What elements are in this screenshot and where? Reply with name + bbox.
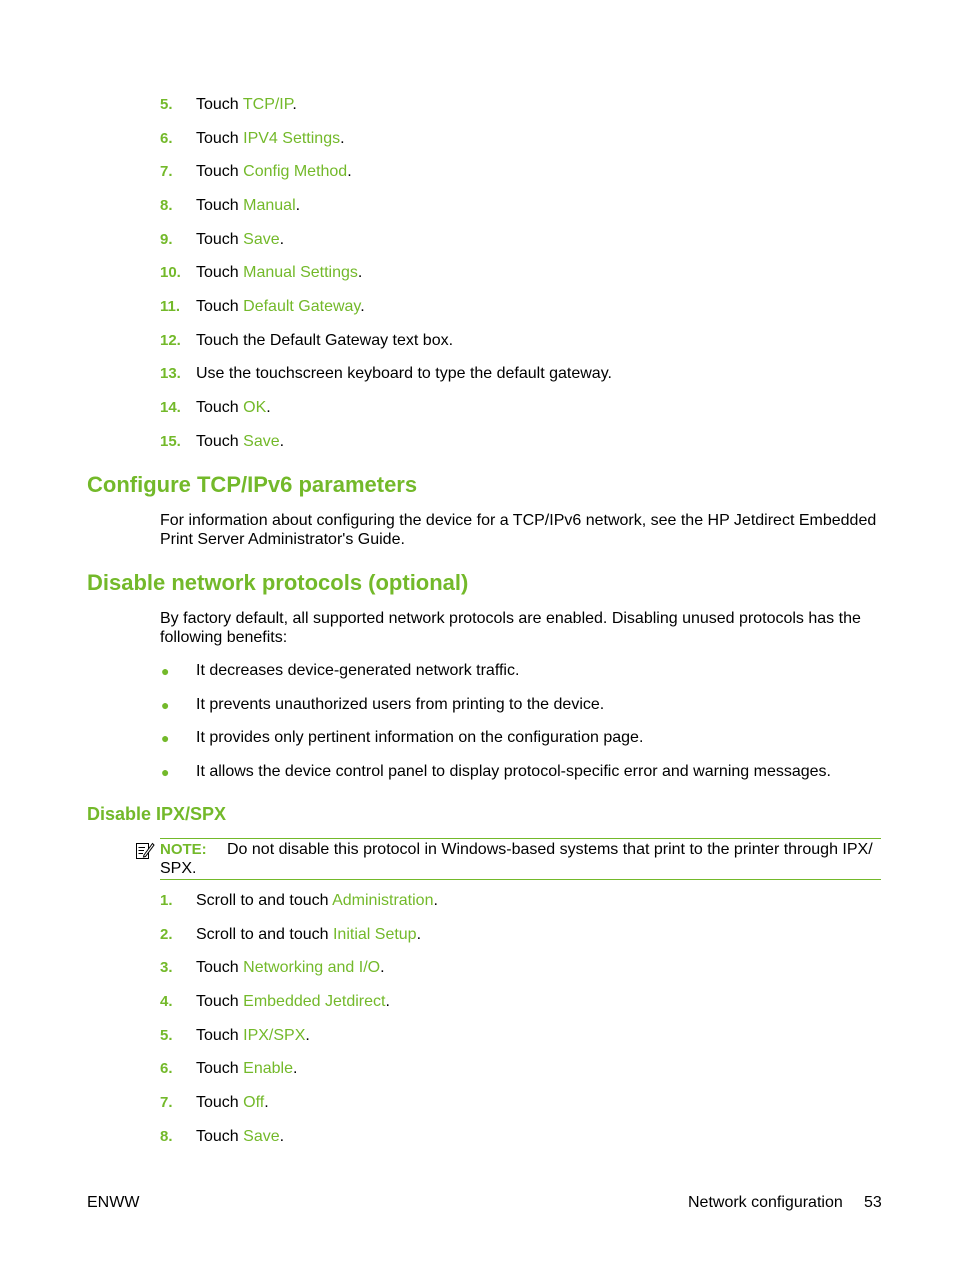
step-text: Touch: [196, 163, 244, 180]
list-item: [160, 263, 890, 283]
list-item: [160, 1059, 890, 1079]
step-text: Touch the Default Gateway text box.: [196, 332, 454, 349]
ui-label: Config Method: [243, 163, 348, 180]
ui-label: Manual: [243, 197, 296, 214]
ui-label: Enable: [243, 1060, 293, 1077]
step-number: 11.: [160, 298, 181, 315]
list-item: [160, 1093, 890, 1113]
step-number: 8.: [160, 197, 173, 214]
list-item: [160, 129, 890, 149]
ui-label: IPX/SPX: [243, 1027, 306, 1044]
step-number: 10.: [160, 264, 181, 281]
step-punct: .: [305, 1027, 310, 1044]
list-item: [160, 331, 890, 351]
ui-label: Manual Settings: [243, 264, 358, 281]
bullet-text: It prevents unauthorized users from printing to the device.: [196, 696, 605, 713]
step-number: 7.: [160, 163, 173, 180]
step-number: 4.: [160, 993, 173, 1010]
ui-label: Networking and I/O: [243, 959, 381, 976]
step-punct: .: [433, 892, 438, 909]
list-item: [160, 1026, 890, 1046]
step-punct: .: [380, 959, 385, 976]
ui-label: Initial Setup: [332, 926, 417, 943]
step-punct: .: [279, 433, 285, 450]
step-text: Touch: [196, 1128, 244, 1145]
step-text: Touch: [196, 1027, 244, 1044]
step-punct: .: [292, 96, 297, 113]
step-punct: .: [416, 926, 422, 943]
step-text: Touch: [196, 399, 244, 416]
step-text: Touch: [196, 433, 244, 450]
section-heading-disable-protocols: Disable network protocols (optional): [87, 570, 469, 595]
step-number: 3.: [160, 959, 173, 976]
step-text: Touch: [196, 298, 244, 315]
bullet-text: It allows the device control panel to display protocol-specific error and warning messages.: [196, 763, 831, 780]
list-item: [160, 728, 890, 748]
step-number: 6.: [160, 1060, 173, 1077]
ui-label: Embedded Jetdirect: [243, 993, 386, 1010]
list-item: [160, 297, 890, 317]
step-text: Touch: [196, 231, 244, 248]
footer-page-number: 53: [864, 1194, 882, 1211]
footer-left: ENWW: [87, 1194, 140, 1211]
step-text: Touch: [196, 130, 244, 147]
note-pencil-icon: [135, 840, 155, 860]
step-punct: .: [360, 298, 365, 315]
list-item: [160, 398, 890, 418]
list-item: [160, 230, 890, 250]
step-punct: .: [357, 264, 363, 281]
list-item: [160, 364, 890, 384]
step-number: 5.: [160, 96, 173, 113]
list-item: [160, 891, 890, 911]
list-item: [160, 95, 890, 115]
step-punct: .: [264, 1094, 269, 1111]
ui-label: Save: [243, 433, 280, 450]
step-punct: .: [295, 197, 301, 214]
ui-label: Default Gateway: [243, 298, 361, 315]
ui-label: OK: [243, 399, 267, 416]
step-number: 15.: [160, 433, 181, 450]
step-text: Touch: [196, 1094, 244, 1111]
step-punct: .: [266, 399, 271, 416]
bullet-text: It provides only pertinent information on the configuration page.: [196, 729, 644, 746]
step-text: Touch: [196, 197, 244, 214]
step-number: 14.: [160, 399, 181, 416]
step-number: 13.: [160, 365, 181, 382]
step-number: 6.: [160, 130, 173, 147]
step-punct: .: [279, 231, 285, 248]
step-text: Touch: [196, 959, 244, 976]
list-item: [160, 695, 890, 715]
paragraph-disable-protocols: By factory default, all supported network protocols are enabled. Disabling unused protocols has the following benefits:: [160, 610, 861, 646]
bullet-icon: ●: [161, 730, 170, 746]
step-number: 8.: [160, 1128, 173, 1145]
step-text: Touch: [196, 264, 244, 281]
list-item: [160, 162, 890, 182]
step-punct: .: [385, 993, 390, 1010]
ui-label: Off: [243, 1094, 265, 1111]
ui-label: Save: [243, 231, 280, 248]
ui-label: Administration: [332, 892, 434, 909]
list-item: [160, 1127, 890, 1147]
step-number: 12.: [160, 332, 181, 349]
step-text: Touch: [196, 96, 243, 113]
step-number: 1.: [160, 892, 173, 909]
subsection-heading-ipx: Disable IPX/SPX: [87, 804, 227, 824]
list-item: [160, 925, 890, 945]
ui-label: Save: [243, 1128, 280, 1145]
list-item: [160, 992, 890, 1012]
step-number: 2.: [160, 926, 173, 943]
ui-label: IPV4 Settings: [243, 130, 341, 147]
note-label: NOTE:: [160, 841, 207, 858]
bullet-icon: ●: [161, 697, 170, 713]
bullet-icon: ●: [161, 764, 170, 780]
footer-section: Network configuration: [688, 1194, 843, 1211]
step-punct: .: [340, 130, 345, 147]
bullet-icon: ●: [161, 663, 170, 679]
step-text: Scroll to and touch: [196, 892, 333, 909]
list-item: [160, 661, 890, 681]
note-box: [160, 838, 881, 880]
section-heading-ipv6: Configure TCP/IPv6 parameters: [87, 472, 418, 497]
bullet-text: It decreases device-generated network traffic.: [196, 662, 520, 679]
step-text: Touch: [196, 993, 244, 1010]
list-item: [160, 196, 890, 216]
step-punct: .: [347, 163, 352, 180]
step-text: Use the touchscreen keyboard to type the default gateway.: [196, 365, 612, 382]
step-text: Scroll to and touch: [196, 926, 333, 943]
paragraph-ipv6: For information about configuring the device for a TCP/IPv6 network, see the HP Jetdirect Embedded Print Server Administrator's Guide.: [160, 512, 877, 548]
step-number: 9.: [160, 231, 173, 248]
list-item: [160, 762, 890, 782]
step-number: 7.: [160, 1094, 173, 1111]
note-text: Do not disable this protocol in Windows-based systems that print to the printer through IPX/ SPX.: [160, 841, 873, 877]
ui-label: TCP/IP: [242, 96, 293, 113]
step-punct: .: [292, 1060, 298, 1077]
step-text: Touch: [196, 1060, 244, 1077]
step-number: 5.: [160, 1027, 173, 1044]
step-punct: .: [279, 1128, 285, 1145]
list-item: [160, 958, 890, 978]
list-item: [160, 432, 890, 452]
